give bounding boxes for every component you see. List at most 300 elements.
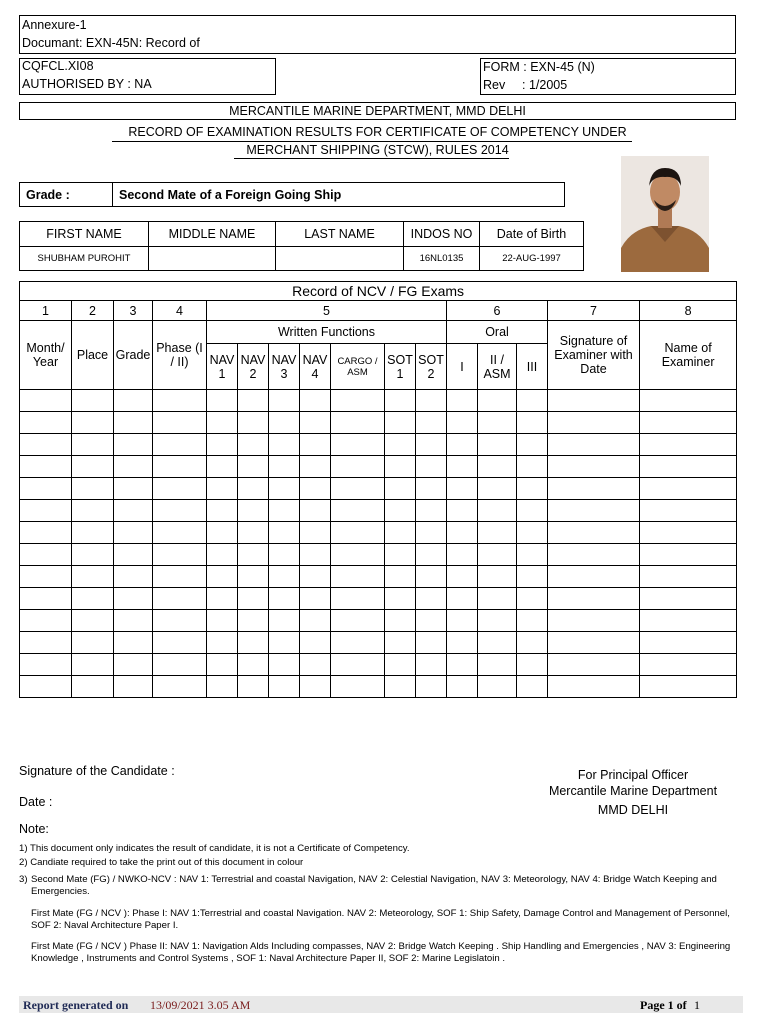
record-title-line2: MERCHANT SHIPPING (STCW), RULES 2014 [246,143,509,157]
page-label: Page 1 of [640,998,687,1012]
header-oral-iii: III [517,344,548,390]
table-cell [269,566,300,588]
table-cell [517,588,548,610]
table-cell [385,456,416,478]
table-cell [416,500,447,522]
header-examiner: Name of Examiner [640,321,737,390]
table-cell [331,588,385,610]
table-cell [331,434,385,456]
header-phase: Phase (I / II) [153,321,207,390]
table-cell [269,544,300,566]
dob-value: 22-AUG-1997 [480,247,584,271]
table-cell [478,522,517,544]
header-sot2: SOT 2 [416,344,447,390]
table-cell [300,544,331,566]
table-cell [548,544,640,566]
table-cell [114,456,153,478]
table-cell [300,456,331,478]
table-cell [548,566,640,588]
table-row [20,654,737,676]
annexure-label: Annexure-1 [22,18,87,32]
table-cell [331,478,385,500]
table-cell [447,456,478,478]
table-cell [72,390,114,412]
table-cell [640,566,737,588]
table-cell [548,456,640,478]
candidate-table [19,221,584,271]
header-sot1: SOT 1 [385,344,416,390]
table-cell [517,544,548,566]
table-cell [478,390,517,412]
table-cell [517,610,548,632]
candidate-photo [621,156,709,272]
table-cell [640,500,737,522]
table-cell [153,456,207,478]
col-number-3: 3 [114,301,153,321]
table-cell [72,456,114,478]
table-cell [269,456,300,478]
table-cell [238,522,269,544]
table-cell [20,390,72,412]
form-number: FORM : EXN-45 (N) [483,60,595,74]
col-number-4: 4 [153,301,207,321]
table-cell [447,544,478,566]
table-cell [238,588,269,610]
table-cell [640,544,737,566]
rev-value: : 1/2005 [522,78,568,92]
table-cell [72,522,114,544]
table-cell [640,456,737,478]
title-underline-2 [234,158,509,159]
note-2: 2) Candiate required to take the print out of this document in colour [19,857,304,868]
table-cell [447,478,478,500]
header-first-name: FIRST NAME [20,222,149,247]
table-cell [331,522,385,544]
table-cell [72,544,114,566]
grade-label: Grade : [26,188,70,202]
table-cell [153,588,207,610]
table-cell [114,610,153,632]
candidate-signature-label: Signature of the Candidate : [19,764,175,778]
table-cell [416,390,447,412]
table-cell [331,500,385,522]
mmd-delhi: MMD DELHI [597,803,669,817]
table-cell [72,500,114,522]
table-cell [416,566,447,588]
table-cell [478,566,517,588]
table-cell [20,676,72,698]
table-cell [416,654,447,676]
col-number-1: 1 [20,301,72,321]
last-name-value [276,247,404,271]
header-oral-ii: II / ASM [478,344,517,390]
table-cell [640,434,737,456]
table-cell [517,500,548,522]
table-cell [331,390,385,412]
table-cell [517,566,548,588]
table-cell [153,544,207,566]
document-label: Documant: EXN-45N: Record of [22,36,200,50]
table-cell [331,456,385,478]
table-cell [238,456,269,478]
table-cell [207,632,238,654]
table-cell [548,676,640,698]
note-1: 1) This document only indicates the result of candidate, it is not a Certificate of Competency. [19,843,410,854]
table-cell [640,478,737,500]
table-row [20,500,737,522]
table-cell [238,676,269,698]
header-indos-no: INDOS NO [404,222,480,247]
table-cell [20,434,72,456]
col-number-5: 5 [207,301,447,321]
table-cell [385,390,416,412]
table-cell [385,676,416,698]
table-cell [153,478,207,500]
table-cell [72,478,114,500]
table-cell [20,566,72,588]
header-nav2: NAV 2 [238,344,269,390]
table-cell [517,478,548,500]
note-3-number: 3) [19,874,28,885]
table-cell [153,390,207,412]
table-cell [385,610,416,632]
table-cell [153,610,207,632]
table-cell [114,390,153,412]
table-cell [517,522,548,544]
table-cell [300,500,331,522]
mercantile-marine-department: Mercantile Marine Department [548,784,718,798]
table-cell [478,654,517,676]
table-cell [269,500,300,522]
table-cell [114,522,153,544]
table-cell [548,500,640,522]
col-number-8: 8 [640,301,737,321]
table-cell [385,654,416,676]
header-cargo: CARGO / ASM [331,344,385,390]
header-place: Place [72,321,114,390]
table-cell [207,456,238,478]
table-cell [517,676,548,698]
footer-bar [19,996,743,1013]
first-name-value: SHUBHAM PUROHIT [20,247,149,271]
table-cell [207,390,238,412]
table-cell [238,566,269,588]
table-cell [20,610,72,632]
table-cell [416,588,447,610]
table-cell [238,390,269,412]
table-cell [114,632,153,654]
table-cell [548,654,640,676]
table-cell [153,434,207,456]
table-cell [478,610,517,632]
table-cell [447,654,478,676]
table-cell [640,390,737,412]
table-cell [207,478,238,500]
table-cell [20,478,72,500]
table-cell [114,654,153,676]
table-cell [207,588,238,610]
col-number-2: 2 [72,301,114,321]
note-label: Note: [19,822,49,836]
table-row [20,610,737,632]
table-cell [153,632,207,654]
table-cell [416,434,447,456]
indos-no-value: 16NL0135 [404,247,480,271]
table-cell [72,588,114,610]
table-cell [269,588,300,610]
table-row [20,676,737,698]
table-cell [300,390,331,412]
table-cell [517,654,548,676]
table-cell [20,412,72,434]
exam-record-table [19,281,737,698]
department-title: MERCANTILE MARINE DEPARTMENT, MMD DELHI [229,104,526,118]
table-cell [447,676,478,698]
table-cell [517,434,548,456]
table-cell [517,456,548,478]
col-number-6: 6 [447,301,548,321]
report-generated-value: 13/09/2021 3.05 AM [150,998,251,1012]
table-cell [331,654,385,676]
table-cell [207,412,238,434]
header-oral-i: I [447,344,478,390]
table-row [20,566,737,588]
table-cell [114,588,153,610]
record-title-line1: RECORD OF EXAMINATION RESULTS FOR CERTIFICATE OF COMPETENCY UNDER [128,125,627,139]
table-cell [478,544,517,566]
middle-name-value [149,247,276,271]
table-cell [548,610,640,632]
table-cell [238,654,269,676]
table-cell [114,544,153,566]
table-cell [238,544,269,566]
table-cell [207,434,238,456]
table-cell [385,522,416,544]
table-cell [447,500,478,522]
table-cell [640,412,737,434]
table-cell [385,566,416,588]
table-cell [517,412,548,434]
table-cell [114,434,153,456]
table-cell [300,412,331,434]
table-cell [114,566,153,588]
header-dob: Date of Birth [480,222,584,247]
table-cell [114,478,153,500]
table-cell [478,412,517,434]
table-cell [20,588,72,610]
table-cell [300,434,331,456]
table-cell [153,412,207,434]
table-cell [269,654,300,676]
table-cell [153,566,207,588]
table-cell [447,632,478,654]
table-cell [20,522,72,544]
table-cell [207,500,238,522]
table-cell [447,434,478,456]
table-cell [300,566,331,588]
table-cell [207,522,238,544]
table-cell [331,632,385,654]
table-cell [416,610,447,632]
table-cell [207,544,238,566]
table-row [20,632,737,654]
table-cell [640,654,737,676]
table-cell [72,566,114,588]
table-cell [640,588,737,610]
header-last-name: LAST NAME [276,222,404,247]
table-cell [238,500,269,522]
table-cell [207,676,238,698]
table-cell [300,588,331,610]
record-title: Record of NCV / FG Exams [20,282,737,301]
table-cell [153,522,207,544]
table-cell [548,390,640,412]
date-label: Date : [19,795,53,809]
table-row [20,390,737,412]
table-cell [269,632,300,654]
table-cell [385,544,416,566]
table-cell [548,412,640,434]
table-cell [331,676,385,698]
table-cell [447,522,478,544]
table-cell [416,412,447,434]
table-cell [207,610,238,632]
table-cell [478,588,517,610]
table-cell [447,412,478,434]
grade-divider [112,182,113,207]
table-row [20,588,737,610]
table-cell [269,412,300,434]
table-cell [269,610,300,632]
table-cell [269,676,300,698]
table-cell [269,478,300,500]
table-cell [478,478,517,500]
table-cell [416,632,447,654]
page-total: 1 [694,998,700,1012]
table-cell [114,412,153,434]
table-cell [447,566,478,588]
header-month-year: Month/ Year [20,321,72,390]
table-cell [331,412,385,434]
table-cell [300,610,331,632]
rev-label: Rev [483,78,506,92]
authorised-by: AUTHORISED BY : NA [22,77,152,91]
table-cell [207,566,238,588]
table-cell [416,522,447,544]
table-cell [385,500,416,522]
header-nav1: NAV 1 [207,344,238,390]
table-cell [238,412,269,434]
table-cell [640,676,737,698]
table-cell [416,478,447,500]
table-cell [331,544,385,566]
table-cell [72,676,114,698]
table-row [20,434,737,456]
table-cell [238,434,269,456]
table-cell [72,434,114,456]
table-cell [385,434,416,456]
table-cell [517,632,548,654]
table-cell [153,500,207,522]
table-cell [478,434,517,456]
header-written-functions: Written Functions [207,321,447,344]
table-cell [478,632,517,654]
table-cell [238,478,269,500]
header-nav4: NAV 4 [300,344,331,390]
col-number-7: 7 [548,301,640,321]
form-code: CQFCL.XI08 [22,59,94,73]
table-cell [548,522,640,544]
table-cell [416,676,447,698]
table-cell [416,456,447,478]
table-cell [153,654,207,676]
report-generated-label: Report generated on [23,998,129,1012]
table-cell [640,632,737,654]
table-cell [72,632,114,654]
table-cell [238,632,269,654]
table-row [20,456,737,478]
table-cell [114,676,153,698]
table-cell [300,632,331,654]
table-cell [300,654,331,676]
table-cell [300,478,331,500]
table-cell [331,566,385,588]
for-principal-officer: For Principal Officer [577,768,689,782]
header-oral: Oral [447,321,548,344]
table-cell [269,434,300,456]
table-cell [385,478,416,500]
table-cell [72,610,114,632]
table-cell [331,610,385,632]
table-cell [153,676,207,698]
table-cell [447,390,478,412]
grade-value: Second Mate of a Foreign Going Ship [119,188,342,202]
note-first-mate-phase-1: First Mate (FG / NCV ): Phase I: NAV 1:Terrestrial and coastal Navigation. NAV 2: Meteorology, SOF 1: Ship Safety, Damage Control and Management of Personnel, SOF 2: Naval Architecture Paper I. [31,908,730,931]
table-cell [72,654,114,676]
table-cell [114,500,153,522]
table-cell [300,522,331,544]
header-grade: Grade [114,321,153,390]
table-row [20,478,737,500]
table-cell [269,390,300,412]
table-cell [20,500,72,522]
table-cell [416,544,447,566]
table-cell [478,676,517,698]
record-body [20,390,737,698]
note-3: Second Mate (FG) / NWKO-NCV : NAV 1: Terrestrial and coastal Navigation, NAV 2: Celestial Navigation, NAV 3: Meteorology, NAV 4: Bridge Watch Keeping and Emergencies. [31,874,717,897]
header-nav3: NAV 3 [269,344,300,390]
note-first-mate-phase-2: First Mate (FG / NCV ) Phase II: NAV 1: Navigation Alds Including compasses, NAV 2: Bridge Watch Keeping . Ship Handling and Emergencies , NAV 3: Engineering Knowledge , Instruments and Control Systems , SOF 1: Naval Architecture Paper II, SOF 2: Marine Legislatoin . [31,941,731,964]
table-row [20,412,737,434]
header-middle-name: MIDDLE NAME [149,222,276,247]
table-cell [72,412,114,434]
table-cell [207,654,238,676]
table-cell [517,390,548,412]
table-cell [447,588,478,610]
table-cell [385,412,416,434]
table-cell [300,676,331,698]
table-cell [640,610,737,632]
table-cell [269,522,300,544]
table-cell [385,588,416,610]
header-signature: Signature of Examiner with Date [548,321,640,390]
table-cell [20,544,72,566]
table-cell [548,478,640,500]
table-row [20,522,737,544]
table-cell [20,632,72,654]
table-cell [385,632,416,654]
table-cell [20,654,72,676]
